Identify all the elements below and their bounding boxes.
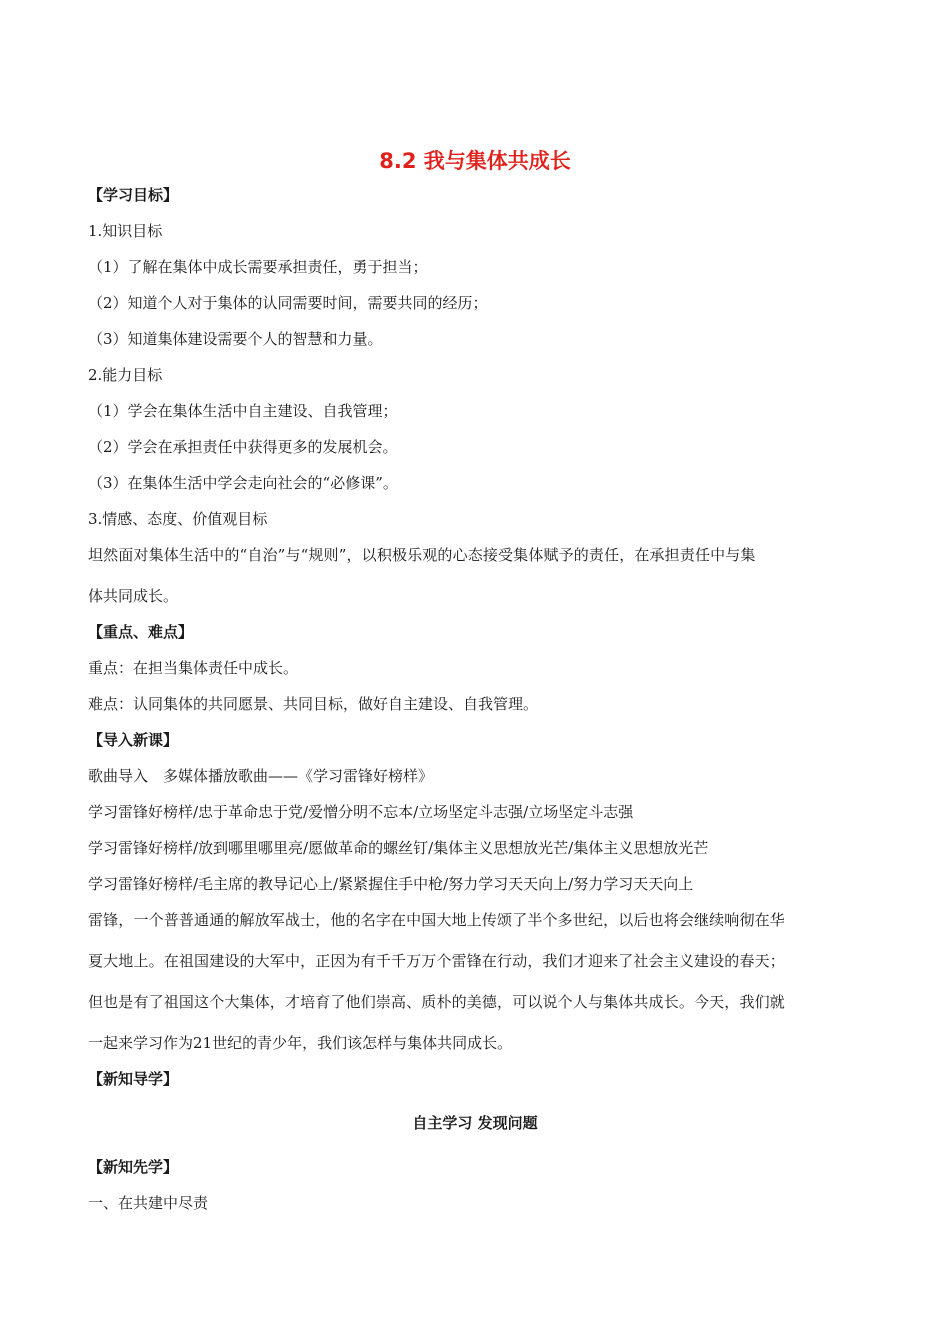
- document-title: 8.2 我与集体共成长: [379, 149, 571, 173]
- intro-paragraph-line-3: 但也是有了祖国这个大集体，才培育了他们崇高、质朴的美德，可以说个人与集体共成长。今天，我们就: [88, 993, 785, 1011]
- lyric-line-3: 学习雷锋好榜样/毛主席的教导记心上/紧紧握住手中枪/努力学习天天向上/努力学习天天向上: [88, 875, 694, 893]
- section-heading-intro: 【导入新课】: [88, 731, 179, 749]
- emotion-paragraph-line-1: 坦然面对集体生活中的“自治”与“规则”，以积极乐观的心态接受集体赋予的责任，在承担责任中与集: [88, 546, 756, 564]
- key-point: 重点：在担当集体责任中成长。: [88, 659, 299, 677]
- ability-item-2: （2）学会在承担责任中获得更多的发展机会。: [88, 438, 398, 456]
- knowledge-item-3: （3）知道集体建设需要个人的智慧和力量。: [88, 330, 383, 348]
- self-study-heading: 自主学习 发现问题: [412, 1114, 538, 1132]
- ability-item-1: （1）学会在集体生活中自主建设、自我管理；: [88, 402, 398, 420]
- part-one-heading: 一、在共建中尽责: [88, 1194, 209, 1212]
- section-heading-objectives: 【学习目标】: [88, 186, 179, 204]
- knowledge-item-2: （2）知道个人对于集体的认同需要时间，需要共同的经历；: [88, 294, 488, 312]
- subheading-ability: 2.能力目标: [88, 366, 163, 384]
- subheading-emotion: 3.情感、态度、价值观目标: [88, 510, 268, 528]
- lyric-line-2: 学习雷锋好榜样/放到哪里哪里亮/愿做革命的螺丝钉/集体主义思想放光芒/集体主义思想放光芒: [88, 839, 709, 857]
- ability-item-3: （3）在集体生活中学会走向社会的“必修课”。: [88, 474, 398, 492]
- emotion-paragraph-line-2: 体共同成长。: [88, 587, 179, 605]
- section-heading-prelearn: 【新知先学】: [88, 1158, 179, 1176]
- difficult-point: 难点：认同集体的共同愿景、共同目标，做好自主建设、自我管理。: [88, 695, 539, 713]
- subheading-knowledge: 1.知识目标: [88, 222, 163, 240]
- section-heading-guide: 【新知导学】: [88, 1070, 179, 1088]
- section-heading-key-points: 【重点、难点】: [88, 623, 194, 641]
- knowledge-item-1: （1）了解在集体中成长需要承担责任，勇于担当；: [88, 258, 428, 276]
- intro-paragraph-line-4: 一起来学习作为21世纪的青少年，我们该怎样与集体共同成长。: [88, 1034, 513, 1052]
- intro-paragraph-line-2: 夏大地上。在祖国建设的大军中，正因为有千千万万个雷锋在行动，我们才迎来了社会主义建设的春天；: [88, 952, 785, 970]
- intro-paragraph-line-1: 雷锋，一个普普通通的解放军战士，他的名字在中国大地上传颂了半个多世纪，以后也将会继续响彻在华: [88, 911, 785, 929]
- lyric-line-1: 学习雷锋好榜样/忠于革命忠于党/爱憎分明不忘本/立场坚定斗志强/立场坚定斗志强: [88, 803, 634, 821]
- intro-song: 歌曲导入 多媒体播放歌曲——《学习雷锋好榜样》: [88, 767, 434, 785]
